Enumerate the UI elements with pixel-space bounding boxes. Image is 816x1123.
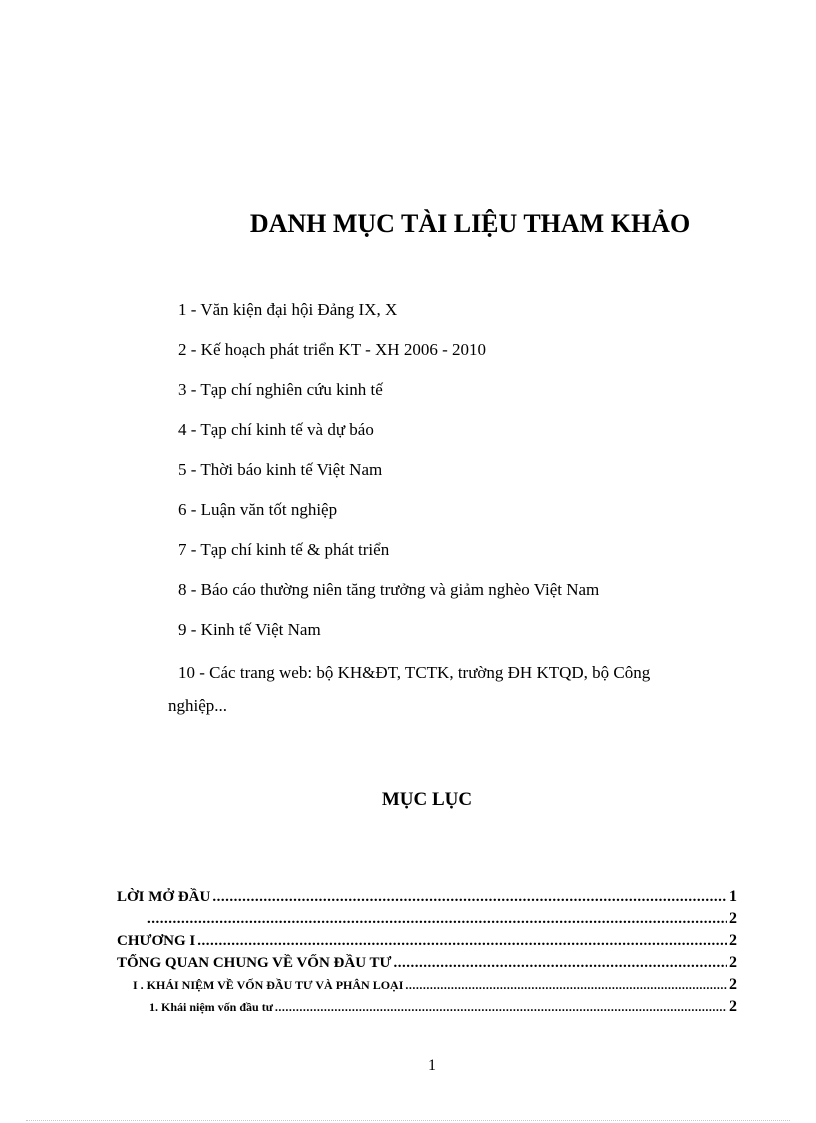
reference-item-7: 7 - Tạp chí kinh tế & phát triển — [178, 540, 390, 559]
reference-item-10-line1: 10 - Các trang web: bộ KH&ĐT, TCTK, trường ĐH KTQD, bộ Công — [178, 663, 651, 682]
reference-item-9: 9 - Kinh tế Việt Nam — [178, 620, 321, 639]
reference-item-5: 5 - Thời báo kinh tế Việt Nam — [178, 460, 383, 479]
toc-leader-dots — [405, 978, 727, 993]
toc-entry-label: I . KHÁI NIỆM VỀ VỐN ĐẦU TƯ VÀ PHÂN LOẠI — [133, 978, 404, 992]
toc-entry-label: 1. Khái niệm vốn đầu tư — [149, 1000, 273, 1014]
toc-entry-page: 2 — [729, 932, 737, 949]
toc-entry-label: LỜI MỞ ĐẦU — [117, 889, 211, 905]
toc-entry[interactable] — [145, 910, 737, 930]
reference-item-6: 6 - Luận văn tốt nghiệp — [178, 500, 338, 519]
reference-item-1: 1 - Văn kiện đại hội Đảng IX, X — [178, 300, 398, 319]
references-title: DANH MỤC TÀI LIỆU THAM KHẢO — [249, 209, 691, 238]
toc-entry-label: CHƯƠNG I — [117, 933, 196, 949]
toc-leader-dots — [393, 955, 727, 972]
reference-item-10-line2: nghiệp... — [168, 696, 228, 715]
toc-entry-page: 2 — [729, 998, 737, 1015]
reference-item-10 — [168, 656, 738, 722]
toc-entry-page: 2 — [729, 910, 737, 927]
reference-item-4: 4 - Tạp chí kinh tế và dự báo — [178, 420, 374, 439]
toc-entry-page: 2 — [729, 954, 737, 971]
page-number: 1 — [428, 1057, 436, 1074]
toc-leader-dots — [197, 933, 727, 950]
toc-leader-dots — [212, 889, 727, 906]
toc-entry[interactable] — [133, 976, 737, 996]
reference-item-2: 2 - Kế hoạch phát triển KT - XH 2006 - 2010 — [178, 340, 486, 359]
toc-entry-page: 1 — [729, 888, 737, 905]
toc-title: MỤC LỤC — [381, 789, 473, 810]
toc-entry[interactable] — [117, 888, 737, 908]
toc-leader-dots — [275, 1000, 727, 1015]
toc-entry-page: 2 — [729, 976, 737, 993]
toc-leader-dots — [147, 911, 727, 928]
reference-item-8: 8 - Báo cáo thường niên tăng trưởng và giảm nghèo Việt Nam — [178, 580, 600, 599]
toc-entry-label: TỔNG QUAN CHUNG VỀ VỐN ĐẦU TƯ — [117, 955, 392, 971]
toc-entry[interactable] — [117, 954, 737, 974]
toc-entry[interactable] — [149, 998, 737, 1018]
reference-item-3: 3 - Tạp chí nghiên cứu kinh tế — [178, 380, 383, 399]
toc-entry[interactable] — [117, 932, 737, 952]
page-bottom-border — [26, 1120, 790, 1121]
